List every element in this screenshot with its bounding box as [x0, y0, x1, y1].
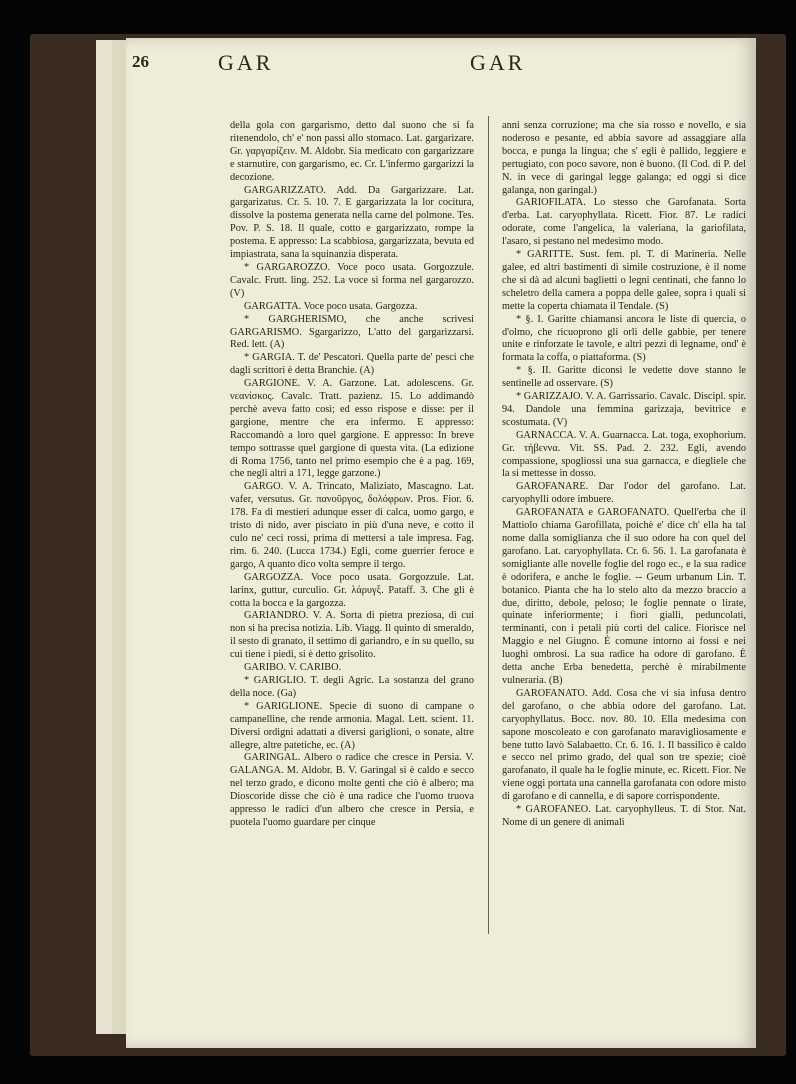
- entry: * GARITTE. Sust. fem. pl. T. di Marineria. Nelle galee, ed altri bastimenti di simile costruzione, è il nome che si dà ad alcuni baglietti o legni centinati, che fanno lo scheletro della camera a poppa delle galee, sopra i quali si mette la coperta chiamata il Tendale. (S): [502, 249, 746, 312]
- entry: * GARIGLIONE. Specie di suono di campane o campanelline, che rende armonia. Magal. Lett. scient. 11. Diversi ordigni adattati a diversi gariglioni, o sonate, altre allegre, altre patetiche, ec. (A): [230, 700, 474, 751]
- entry: * §. I. Garitte chiamansi ancora le liste di quercia, o d'olmo, che ricuoprono gli orli delle gabbie, per tenere unite e rinforzate le tavole, e altri pezzi di legname, ond' è formata la coffa, o piattaforma. (S): [502, 313, 746, 364]
- right-column: [502, 120, 746, 830]
- entry: anni senza corruzione; ma che sia rosso e novello, e sia noderoso e pesante, ed abbia savore ad assaggiare alla bocca, e punga la lingua; che s' egli è pallido, leggiere e pertugiato, con poco savore, non è buono. (Il Cod. di P. del N. in vece di garingal legge galanga; ed oggi si dice galanga, non garingal.): [502, 120, 746, 196]
- entry: * GAROFANEO. Lat. caryophylleus. T. di Stor. Nat. Nome di un genere di animali: [502, 804, 746, 828]
- entry: GARGARIZZATO. Add. Da Gargarizzare. Lat. gargarizatus. Cr. 5. 10. 7. E gargarizzata la lor cocitura, dissolve la postema generata nella carne del polmone. Tes. Pov. P. S. 18. Il quale, cotto e gargarizzato, rompe la postema. E appresso: La scabbiosa, gargarizzata, bevuta ed impiastrata, sana la squinanzia disperata.: [230, 184, 474, 261]
- entry: * GARGIA. T. de' Pescatori. Quella parte de' pesci che dagli scrittori è detta Branchie. (A): [230, 352, 474, 377]
- entry: GARGIONE. V. A. Garzone. Lat. adolescens. Gr. νεανίσκος. Cavalc. Tratt. pazienz. 15. Lo addimandò perchè aveva fatto così; ed esso rispose e disse: per il gargione, mentre che era infermo. E appresso: Raccomandò a loro quel gargione. E appresso: In breve tempo sottrasse quel gargione di questa vita. (La edizione di Roma 1756, tanto nel primo esempio che è a pag. 169, che negli altri a 171, legge garzone.): [230, 378, 474, 480]
- entry: * GARIGLIO. T. degli Agric. La sostanza del grano della noce. (Ga): [230, 674, 474, 699]
- right-running-head: GAR: [470, 50, 526, 75]
- entry: GARGOZZA. Voce poco usata. Gorgozzule. Lat. larinx, guttur, curculio. Gr. λάρυγξ. Pataff. 3. Che gli è cotta la bocca e la gargozza.: [230, 571, 474, 609]
- entry: della gola con gargarismo, detto dal suono che si fa ritenendolo, ch' e' non passi allo stomaco. Lat. gargarizare. Gr. γαργαρίζειν. M. Aldobr. Sia medicato con gargarizzare e starnutire, con gargarismo, ec. Cr. L'infermo gargarizzi la decozione.: [230, 120, 474, 183]
- entry: * GARIZZAJO. V. A. Garrissario. Cavalc. Discipl. spir. 94. Dandole una femmina garizzaja, bevitrice e scostumata. (V): [502, 391, 746, 428]
- entry: GAROFANATA e GAROFANATO. Quell'erba che il Mattiolo chiama Garofillata, poichè e' dice ch' ella ha tal nome dalla somiglianza che il suo odore ha con quel del garofano. Lat. caryophyllata. Cr. 6. 56. 1. La garofanata è somigliante alle novelle foglie del rogo ec., e la sua radice è odorifera, e anche le foglie. -- Geum urbanum Lin. T. botanico. Pianta che ha lo stelo alto da mezzo braccio a due, diritto, debole, peloso; le foglie pennate o lirate, quinate inferiormente; i fiori gialli, peduncolati, terminanti, con i petali più corti del calice. Fiorisce nel Maggio e nel Giugno. È comune intorno ai fossi e nei luoghi ombrosi. La sua radice ha odore di garofano. È detta anche Erba benedetta, perchè è mirabilmente vulneraria. (B): [502, 507, 746, 686]
- entry: * §. II. Garitte diconsi le vedette dove stanno le sentinelle ad osservare. (S): [502, 365, 746, 390]
- entry: GARGO. V. A. Trincato, Maliziato, Mascagno. Lat. vafer, versutus. Gr. πανοῦργος, δολόφρων. Pros. Fior. 6. 178. Fa di mestieri adunque esser di calca, uomo gargo, e tristo di nido, aver pisciato in più d'una neve, e cotto il culo ne' ceci rossi, prima di mettersi a tale impresa. Fag. rim. 6. 240. (Lucca 1734.) Egli, come guerrier feroce e gargo, A quanto dico volta sempre il tergo.: [230, 481, 474, 570]
- entry: GARIOFILATA. Lo stesso che Garofanata. Sorta d'erba. Lat. caryophyllata. Ricett. Fior. 87. Le radici odorate, come l'angelica, la valeriana, la gariofilata, l'asaro, si pestano nel medesimo modo.: [502, 197, 746, 248]
- entry: GARNACCA. V. A. Guarnacca. Lat. toga, exophorium. Gr. τήβεννα. Vit. SS. Pad. 2. 232. Egli, avendo compassione, spogliossi una sua garnacca, e diegliele che la si mettesse in dosso.: [502, 429, 746, 480]
- running-header: [0, 52, 796, 80]
- entry: * GARGHERISMO, che anche scrivesi GARGARISMO. Sgargarizzo, L'atto del gargarizzarsi. Red. lett. (A): [230, 313, 474, 351]
- entry: GARINGAL. Albero o radice che cresce in Persia. V. GALANGA. M. Aldobr. B. V. Garingal si è caldo e secco nel terzo grado, e dicono molte genti che ciò è albero; ma Dioscoride disse che ciò è una radice che l'uomo truova appresso le radici d'un albero che cresce in Persia, e puotela l'uomo guardare per cinque: [230, 752, 474, 828]
- entry: GARIBO. V. CARIBO.: [244, 662, 342, 674]
- left-column: [230, 120, 474, 830]
- column-rule: [488, 116, 489, 934]
- page-edges-inner: [112, 40, 127, 1034]
- entry: * GARGAROZZO. Voce poco usata. Gorgozzule. Cavalc. Frutt. ling. 252. La voce si forma nel gargarozzo. (V): [230, 261, 474, 299]
- entry: GAROFANARE. Dar l'odor del garofano. Lat. caryophylli odore imbuere.: [502, 481, 746, 506]
- left-running-head: GAR: [218, 50, 274, 75]
- entry: GARIANDRO. V. A. Sorta di pietra preziosa, di cui non si ha precisa notizia. Lib. Viagg. Il quinto di smeraldo, il sesto di granato, il settimo di gariandro, e in su quello, su cui tiene i piedi, si è detto grisolito.: [230, 610, 474, 661]
- entry: GAROFANATO. Add. Cosa che vi sia infusa dentro del garofano, o che abbia odore del garofano. Lat. caryophyllatus. Bocc. nov. 80. 10. Ella medesima con sapone moscoleato e con garofanato maravigliosamente e bene tutto lavò Salabaetto. Cr. 6. 16. 1. Il bassilico è caldo e secco nel primo grado, del qual son tre spezie; cioè garofanato, il quale ha le foglie minute, ec. Ricett. Fior. Ne viene oggi portata una cannella garofanata con odore misto di garofano e di cannella, e di sapore corrispondente.: [502, 687, 746, 803]
- page-number: 26: [132, 52, 149, 71]
- entry: GARGATTA. Voce poco usata. Gargozza.: [244, 300, 418, 312]
